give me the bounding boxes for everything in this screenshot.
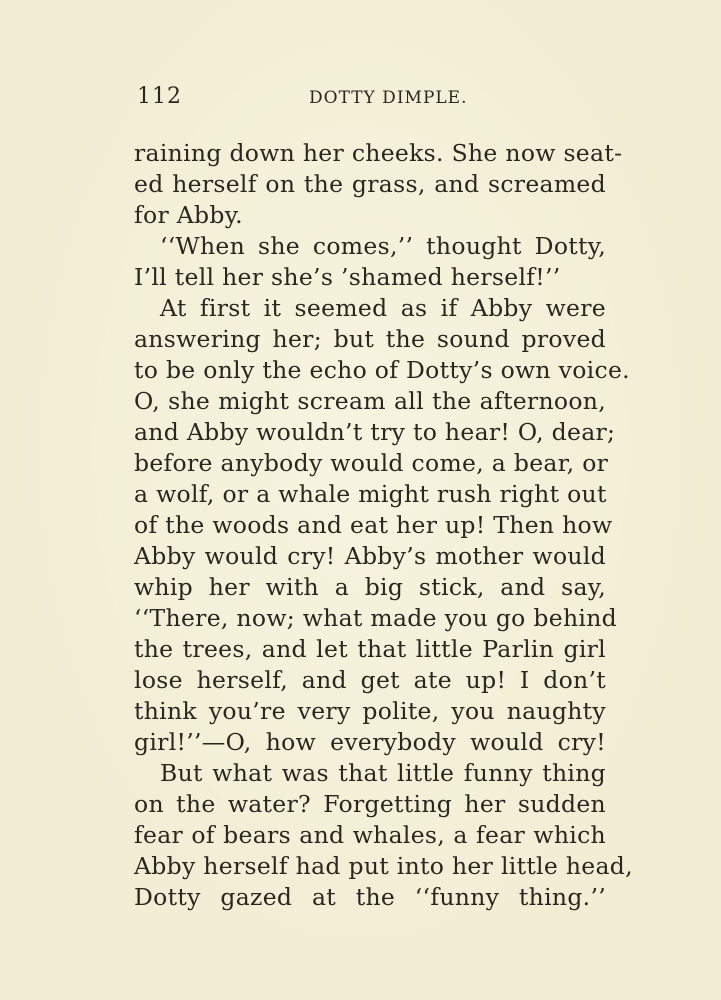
text-line: Abby would cry! Abby’s mother would: [134, 542, 606, 570]
text-line: girl!’’—O, how everybody would cry!: [134, 728, 606, 756]
running-title: DOTTY DIMPLE.: [309, 88, 468, 108]
text-line: on the water? Forgetting her sudden: [134, 790, 606, 818]
text-line: to be only the echo of Dotty’s own voice.: [134, 356, 630, 384]
text-line: lose herself, and get ate up! I don’t: [134, 666, 606, 694]
text-line: of the woods and eat her up! Then how: [134, 511, 613, 539]
text-line: ‘‘There, now; what made you go behind: [134, 604, 617, 632]
text-line: a wolf, or a whale might rush right out: [134, 480, 607, 508]
text-line: Dotty gazed at the ‘‘funny thing.’’: [134, 883, 606, 911]
page-number: 112: [137, 84, 182, 109]
page-header: [137, 84, 607, 114]
text-line: and Abby wouldn’t try to hear! O, dear;: [134, 418, 616, 446]
text-line: At first it seemed as if Abby were: [160, 294, 606, 322]
text-line: O, she might scream all the afternoon,: [134, 387, 606, 415]
text-line: fear of bears and whales, a fear which: [134, 821, 606, 849]
body-text: [134, 138, 633, 913]
text-line: ‘‘When she comes,’’ thought Dotty,: [160, 232, 606, 260]
text-line: But what was that little funny thing: [160, 759, 606, 787]
text-line: think you’re very polite, you naughty: [134, 697, 606, 725]
text-line: I’ll tell her she’s ’shamed herself!’’: [134, 263, 561, 291]
text-line: before anybody would come, a bear, or: [134, 449, 609, 477]
text-line: Abby herself had put into her little head,: [134, 852, 633, 880]
text-line: for Abby.: [134, 201, 243, 229]
text-line: ed herself on the grass, and screamed: [134, 170, 606, 198]
text-line: the trees, and let that little Parlin girl: [134, 635, 606, 663]
text-line: raining down her cheeks. She now seat-: [134, 139, 623, 167]
text-line: answering her; but the sound proved: [134, 325, 606, 353]
text-line: whip her with a big stick, and say,: [134, 573, 606, 601]
